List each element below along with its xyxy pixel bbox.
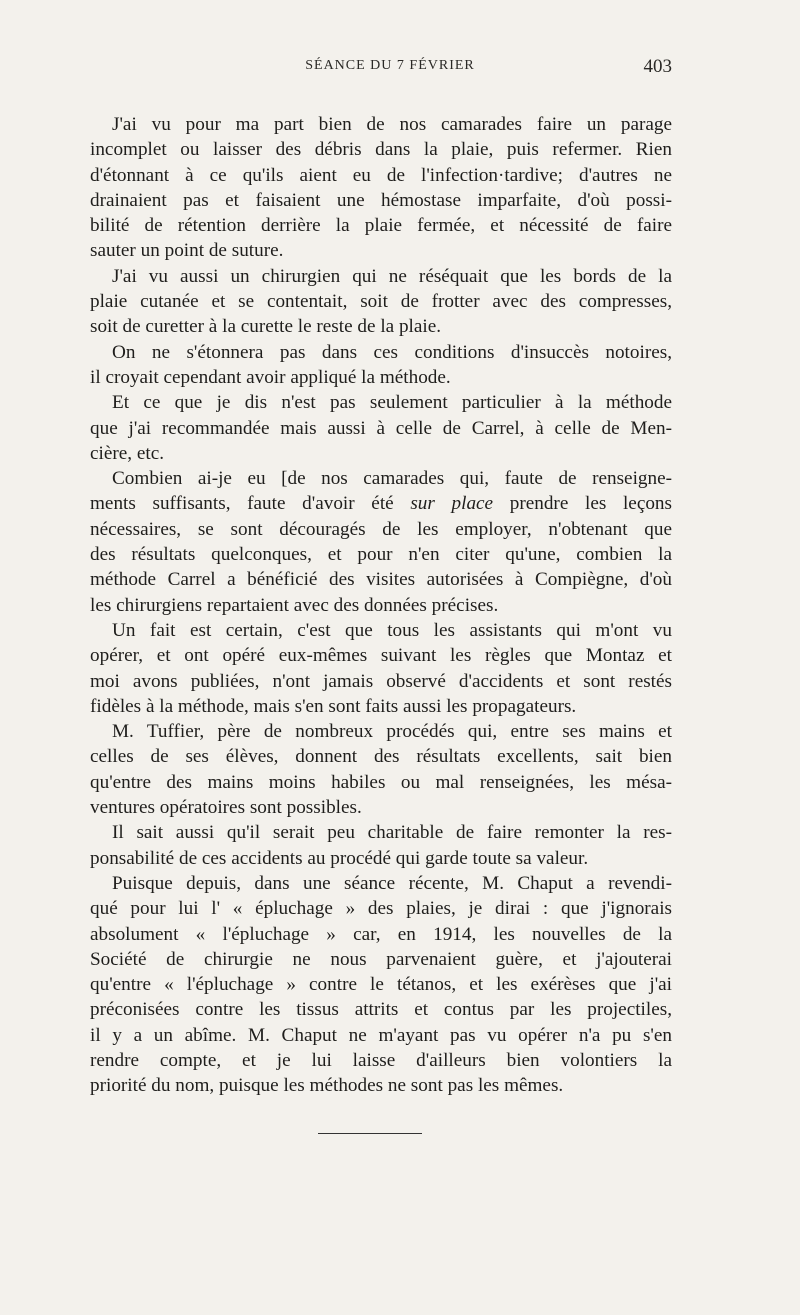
text-line: ments suffisants, faute d'avoir été sur place prendre les leçons bbox=[90, 493, 672, 515]
text-line: ponsabilité de ces accidents au procédé qui garde toute sa valeur. bbox=[90, 847, 589, 869]
text-line: cière, etc. bbox=[90, 442, 165, 464]
text-line: drainaient pas et faisaient une hémostase imparfaite, d'où possi- bbox=[90, 189, 672, 211]
paragraph bbox=[68, 466, 672, 618]
text-line: préconisées contre les tissus attrits et contus par les projectiles, bbox=[90, 999, 672, 1021]
text-line: Il sait aussi qu'il serait peu charitable de faire remonter la res- bbox=[112, 822, 672, 844]
text-line: priorité du nom, puisque les méthodes ne sont pas les mêmes. bbox=[90, 1075, 564, 1097]
text-line: moi avons publiées, n'ont jamais observé d'accidents et sont restés bbox=[90, 670, 672, 692]
text-line: qu'entre des mains moins habiles ou mal renseignées, les mésa- bbox=[90, 771, 672, 793]
paragraph bbox=[68, 264, 672, 340]
text-line: Puisque depuis, dans une séance récente, M. Chaput a revendi- bbox=[112, 872, 672, 894]
paragraph bbox=[68, 719, 672, 820]
paragraph bbox=[68, 618, 672, 719]
running-title: SÉANCE DU 7 FÉVRIER bbox=[305, 58, 475, 73]
text-line: incomplet ou laisser des débris dans la plaie, puis refermer. Rien bbox=[90, 139, 672, 161]
text-line: méthode Carrel a bénéficié des visites autorisées à Compiègne, d'où bbox=[90, 569, 672, 591]
text-line: absolument « l'épluchage » car, en 1914, les nouvelles de la bbox=[90, 923, 672, 945]
text-line: sauter un point de suture. bbox=[90, 240, 284, 262]
text-line: J'ai vu aussi un chirurgien qui ne réséquait que les bords de la bbox=[112, 265, 672, 287]
body-text bbox=[68, 112, 672, 1099]
text-line: J'ai vu pour ma part bien de nos camarades faire un parage bbox=[112, 114, 672, 135]
text-line: des résultats quelconques, et pour n'en citer qu'une, combien la bbox=[90, 544, 672, 566]
text-line: fidèles à la méthode, mais s'en sont faits aussi les propagateurs. bbox=[90, 695, 577, 717]
page-number: 403 bbox=[643, 56, 672, 77]
text-line: Un fait est certain, c'est que tous les assistants qui m'ont vu bbox=[112, 619, 672, 641]
text-line: il y a un abîme. M. Chaput ne m'ayant pas vu opérer n'a pu s'en bbox=[90, 1024, 672, 1046]
text-line: bilité de rétention derrière la plaie fermée, et nécessité de faire bbox=[90, 215, 672, 237]
text-line: qué pour lui l' « épluchage » des plaies, je dirai : que j'ignorais bbox=[90, 898, 672, 920]
text-line: ventures opératoires sont possibles. bbox=[90, 797, 362, 819]
text-line: il croyait cependant avoir appliqué la méthode. bbox=[90, 366, 451, 388]
paragraph bbox=[68, 112, 672, 264]
text-line: Société de chirurgie ne nous parvenaient guère, et j'ajouterai bbox=[90, 948, 672, 970]
text-line: On ne s'étonnera pas dans ces conditions d'insuccès notoires, bbox=[112, 341, 672, 363]
text-line: nécessaires, se sont découragés de les employer, n'obtenant que bbox=[90, 518, 672, 540]
end-rule bbox=[318, 1133, 422, 1134]
text-line: plaie cutanée et se contentait, soit de frotter avec des compresses, bbox=[90, 291, 672, 313]
page-header bbox=[0, 56, 800, 80]
text-line: les chirurgiens repartaient avec des données précises. bbox=[90, 594, 499, 616]
text-line: celles de ses élèves, donnent des résultats excellents, sait bien bbox=[90, 746, 672, 768]
text-line: M. Tuffier, père de nombreux procédés qui, entre ses mains et bbox=[112, 721, 672, 743]
text-line: opérer, et ont opéré eux-mêmes suivant les règles que Montaz et bbox=[90, 645, 672, 667]
text-line: d'étonnant à ce qu'ils aient eu de l'infection·tardive; d'autres ne bbox=[90, 164, 672, 186]
paragraph bbox=[68, 820, 672, 871]
paragraph bbox=[68, 871, 672, 1099]
text-line: qu'entre « l'épluchage » contre le tétanos, et les exérèses que j'ai bbox=[90, 974, 672, 996]
text-line: Et ce que je dis n'est pas seulement particulier à la méthode bbox=[112, 392, 672, 414]
paragraph bbox=[68, 340, 672, 391]
text-line: Combien ai-je eu [de nos camarades qui, faute de renseigne- bbox=[112, 468, 672, 490]
text-line: soit de curetter à la curette le reste de la plaie. bbox=[90, 316, 442, 338]
text-line: rendre compte, et je lui laisse d'ailleurs bien volontiers la bbox=[90, 1049, 672, 1071]
paragraph bbox=[68, 390, 672, 466]
text-line: que j'ai recommandée mais aussi à celle de Carrel, à celle de Men- bbox=[90, 417, 672, 439]
